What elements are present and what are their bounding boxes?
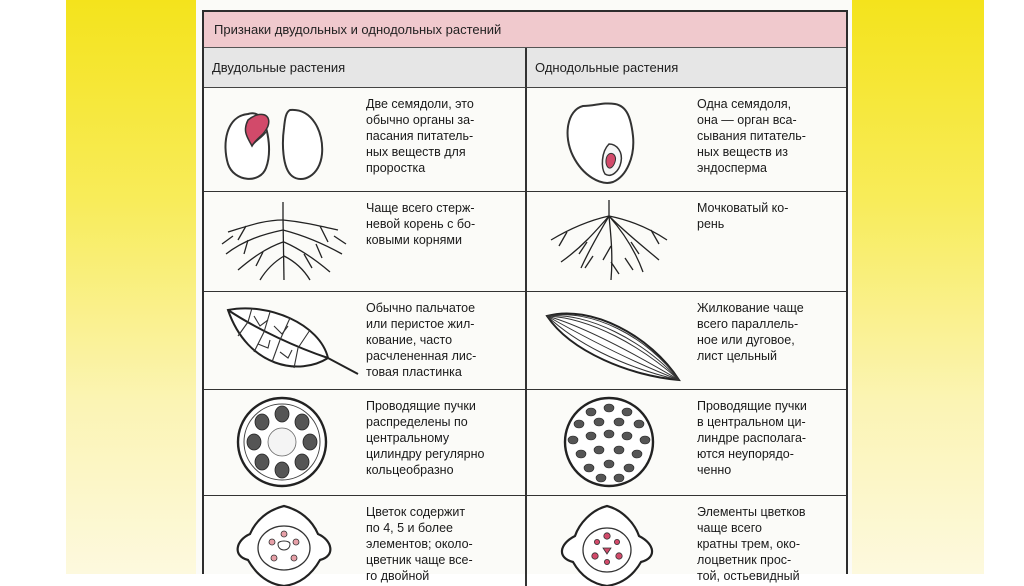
text-dicot-root: Чаще всего стерж- невой корень с бо- ковыми корнями (366, 201, 476, 247)
net-veined-leaf-illustration (208, 296, 358, 386)
text-monocot-seed: Одна семядоля, она — орган вса- сывания питатель- ных веществ из эндосперма (697, 97, 806, 175)
table-row-root (204, 192, 846, 292)
parallel-veined-leaf-illustration (531, 296, 681, 386)
text-monocot-stem: Проводящие пучки в центральном ци- линдре располага- ются неупорядо- ченно (697, 399, 807, 477)
dicot-flower-diagram-illustration (208, 500, 358, 586)
monocot-stem-section-illustration (531, 394, 681, 492)
cell-monocot-seed (527, 88, 846, 191)
text-monocot-root: Мочковатый ко- рень (697, 201, 789, 231)
dicot-seed-illustration (208, 92, 358, 188)
column-header-monocot: Однодольные растения (527, 48, 846, 88)
monocot-flower-diagram-illustration (531, 500, 681, 586)
text-monocot-leaf: Жилкование чаще всего параллель- ное или дуговое, лист цельный (697, 301, 804, 363)
table-row-seed (204, 88, 846, 192)
table-caption: Признаки двудольных и однодольных растений (204, 12, 846, 48)
text-dicot-stem: Проводящие пучки распределены по центральному цилиндру регулярно кольцеобразно (366, 399, 485, 477)
text-dicot-seed: Две семядоли, это обычно органы за- пасания питатель- ных веществ для проростка (366, 97, 475, 175)
text-dicot-leaf: Обычно пальчатое или перистое жил- кование, часто расчлененная лис- товая пластинка (366, 301, 477, 379)
fibrous-root-illustration (531, 196, 681, 288)
table-row-stem (204, 390, 846, 496)
yellow-band-left (66, 0, 196, 574)
text-dicot-flower: Цветок содержит по 4, 5 и более элементов; около- цветник чаще все- го двойной (366, 505, 473, 583)
cell-dicot-flower (204, 496, 527, 586)
comparison-table (202, 10, 848, 583)
textbook-page (196, 0, 852, 583)
cell-monocot-leaf (527, 292, 846, 389)
cell-monocot-root (527, 192, 846, 291)
text-monocot-flower: Элементы цветков чаще всего кратны трем, око- лоцветник прос- той, остьевидный (697, 505, 806, 583)
cell-dicot-stem (204, 390, 527, 495)
taproot-illustration (208, 196, 358, 288)
monocot-seed-illustration (531, 92, 681, 188)
yellow-band-right (852, 0, 984, 574)
table-row-leaf (204, 292, 846, 390)
cell-monocot-flower (527, 496, 846, 586)
cell-dicot-root (204, 192, 527, 291)
cell-dicot-seed (204, 88, 527, 191)
column-header-dicot: Двудольные растения (204, 48, 527, 88)
cell-dicot-leaf (204, 292, 527, 389)
dicot-stem-section-illustration (208, 394, 358, 492)
cell-monocot-stem (527, 390, 846, 495)
table-row-flower (204, 496, 846, 586)
